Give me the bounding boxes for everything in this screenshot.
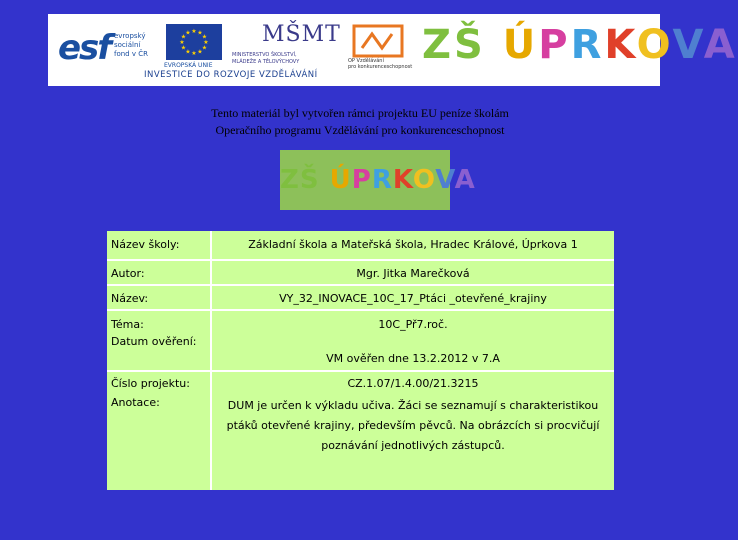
svg-text:★: ★ — [201, 33, 208, 41]
logo-banner — [48, 14, 738, 86]
logo-letter: K — [604, 22, 637, 68]
svg-text:★: ★ — [180, 44, 187, 52]
svg-text:★: ★ — [191, 28, 197, 35]
logo-letter: P — [538, 22, 571, 68]
logo-letter — [486, 22, 503, 68]
svg-text:★: ★ — [179, 39, 185, 46]
banner-slogan: INVESTICE DO ROZVOJE VZDĚLÁVÁNÍ — [144, 70, 318, 80]
logo-letter: V — [672, 22, 704, 68]
row-label: Název školy: — [107, 231, 212, 259]
logo-letter: Š — [454, 22, 486, 68]
row-label: Anotace: — [107, 393, 212, 490]
topic-label: Téma: — [111, 318, 144, 331]
table-row — [107, 393, 614, 490]
row-value — [212, 309, 614, 370]
svg-text:★: ★ — [185, 48, 191, 56]
logo-letter: Z — [280, 165, 300, 195]
eu-logo — [164, 24, 226, 72]
svg-text:★: ★ — [197, 29, 203, 37]
eu-flag-icon — [166, 24, 222, 60]
msmt-logo — [232, 22, 344, 72]
logo-letter: K — [392, 165, 413, 195]
svg-text:★: ★ — [201, 44, 208, 52]
row-value: CZ.1.07/1.4.00/21.3215 — [212, 370, 614, 393]
intro-line: Operačního programu Vzdělávání pro konkurenceschopnost — [215, 123, 505, 137]
esf-mark: esf — [58, 28, 111, 68]
logo-letter: O — [412, 165, 436, 195]
row-value: Základní škola a Mateřská škola, Hradec Králové, Úprkova 1 — [248, 238, 578, 251]
logo-letter: Ú — [502, 22, 539, 68]
intro-line: Tento materiál byl vytvořen rámci projektu EU peníze školám — [211, 106, 509, 120]
row-label — [107, 309, 212, 370]
logo-letter — [320, 165, 330, 195]
row-value: Mgr. Jitka Marečková — [212, 259, 614, 284]
op-logo — [348, 24, 413, 74]
logo-letter: A — [703, 22, 738, 68]
op-text: OP Vzdělávání pro konkurenceschopnost — [348, 58, 413, 70]
logo-letter: O — [636, 22, 673, 68]
school-logo — [422, 20, 738, 70]
eu-text: EVROPSKÁ UNIE — [164, 62, 213, 69]
date-label: Datum ověření: — [111, 335, 197, 348]
center-school-logo — [280, 150, 476, 210]
info-table — [107, 231, 614, 490]
svg-text:★: ★ — [203, 39, 209, 46]
row-label: Autor: — [107, 259, 212, 284]
topic-value: 10C_Př7.roč. — [378, 318, 448, 331]
row-value: DUM je určen k výkladu učiva. Žáci se seznamují s charakteristikou ptáků otevřené krajiny, především pěvců. Na obrázcích si procvičují poznávání jednotlivých zástupců. — [226, 399, 600, 452]
svg-text:★: ★ — [180, 33, 187, 41]
esf-logo — [58, 26, 156, 72]
date-value: VM ověřen dne 13.2.2012 v 7.A — [326, 352, 500, 365]
table-row — [107, 284, 614, 309]
logo-letter: Š — [299, 165, 320, 195]
op-logo-icon — [352, 24, 404, 58]
svg-text:★: ★ — [197, 48, 203, 56]
logo-letter: V — [435, 165, 455, 195]
row-label: Číslo projektu: — [107, 370, 212, 393]
table-row — [107, 370, 614, 393]
logo-letter: R — [570, 22, 605, 68]
table-row — [107, 309, 614, 370]
svg-text:★: ★ — [191, 50, 197, 57]
row-value: VY_32_INOVACE_10C_17_Ptáci _otevřené_krajiny — [212, 284, 614, 309]
logo-letter: R — [371, 165, 393, 195]
intro-text — [120, 105, 600, 139]
logo-letter: A — [454, 165, 476, 195]
table-row — [107, 231, 614, 259]
table-row — [107, 259, 614, 284]
row-label: Název: — [107, 284, 212, 309]
logo-letter: Z — [422, 22, 455, 68]
svg-text:★: ★ — [185, 29, 191, 37]
msmt-text: MINISTERSTVO ŠKOLSTVÍ, MLÁDEŽE A TĚLOVÝCHOVY — [232, 52, 300, 65]
esf-text: evropský sociální fond v ČR — [114, 32, 148, 58]
logo-letter: P — [351, 165, 372, 195]
logo-letter: Ú — [329, 165, 352, 195]
msmt-mark: MŠMT — [262, 22, 341, 47]
